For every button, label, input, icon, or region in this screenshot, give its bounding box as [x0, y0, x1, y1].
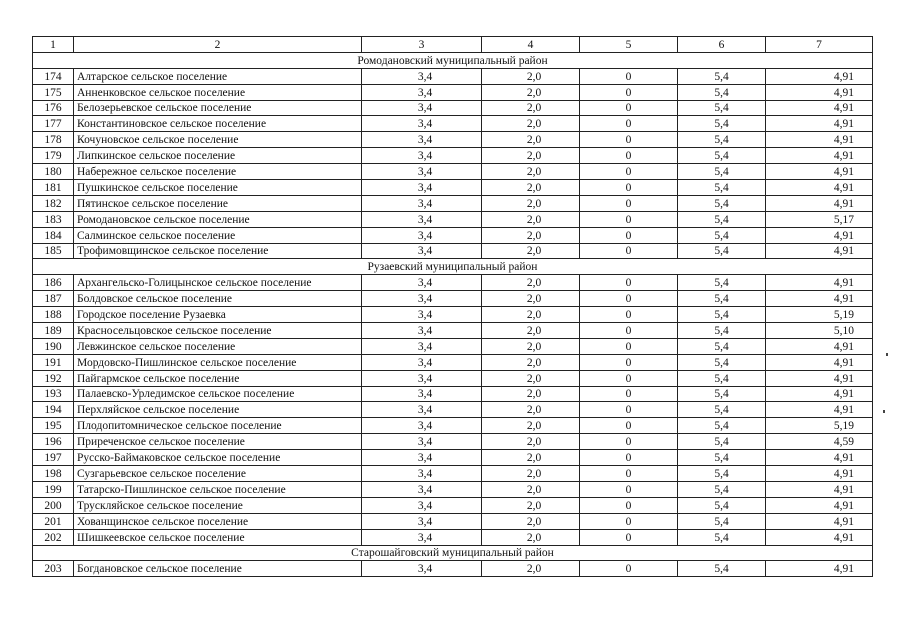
- value-col-7: 4,59: [766, 434, 873, 450]
- value-col-5: 0: [580, 466, 678, 482]
- table-row: [33, 338, 873, 354]
- settlement-name: Трускляйское сельское поселение: [74, 497, 362, 513]
- value-col-5: 0: [580, 164, 678, 180]
- value-col-7: 4,91: [766, 275, 873, 291]
- value-col-5: 0: [580, 481, 678, 497]
- value-col-7: 4,91: [766, 68, 873, 84]
- value-col-7: 4,91: [766, 338, 873, 354]
- value-col-7: 4,91: [766, 243, 873, 259]
- value-col-4: 2,0: [482, 227, 580, 243]
- table-row: [33, 211, 873, 227]
- value-col-3: 3,4: [362, 291, 482, 307]
- value-col-6: 5,4: [678, 418, 766, 434]
- settlement-name: Белозерьевское сельское поселение: [74, 100, 362, 116]
- settlement-name: Анненковское сельское поселение: [74, 84, 362, 100]
- settlement-name: Хованщинское сельское поселение: [74, 513, 362, 529]
- value-col-6: 5,4: [678, 68, 766, 84]
- value-col-7: 4,91: [766, 180, 873, 196]
- table-row: [33, 116, 873, 132]
- value-col-6: 5,4: [678, 84, 766, 100]
- settlement-name: Константиновское сельское поселение: [74, 116, 362, 132]
- settlement-name: Городское поселение Рузаевка: [74, 307, 362, 323]
- value-col-7: 4,91: [766, 100, 873, 116]
- value-col-3: 3,4: [362, 370, 482, 386]
- value-col-6: 5,4: [678, 338, 766, 354]
- value-col-6: 5,4: [678, 100, 766, 116]
- value-col-4: 2,0: [482, 513, 580, 529]
- value-col-6: 5,4: [678, 323, 766, 339]
- value-col-4: 2,0: [482, 84, 580, 100]
- value-col-4: 2,0: [482, 243, 580, 259]
- row-number: 182: [33, 195, 74, 211]
- settlement-name: Алтарское сельское поселение: [74, 68, 362, 84]
- value-col-4: 2,0: [482, 68, 580, 84]
- value-col-5: 0: [580, 402, 678, 418]
- value-col-3: 3,4: [362, 211, 482, 227]
- row-number: 196: [33, 434, 74, 450]
- value-col-5: 0: [580, 132, 678, 148]
- scan-speck: [886, 353, 888, 356]
- value-col-3: 3,4: [362, 227, 482, 243]
- value-col-5: 0: [580, 68, 678, 84]
- value-col-4: 2,0: [482, 100, 580, 116]
- row-number: 190: [33, 338, 74, 354]
- value-col-5: 0: [580, 386, 678, 402]
- value-col-3: 3,4: [362, 148, 482, 164]
- settlement-name: Русско-Баймаковское сельское поселение: [74, 450, 362, 466]
- row-number: 187: [33, 291, 74, 307]
- row-number: 189: [33, 323, 74, 339]
- table-row: [33, 561, 873, 577]
- value-col-7: 4,91: [766, 354, 873, 370]
- value-col-3: 3,4: [362, 195, 482, 211]
- value-col-6: 5,4: [678, 513, 766, 529]
- settlement-name: Ромодановское сельское поселение: [74, 211, 362, 227]
- value-col-4: 2,0: [482, 466, 580, 482]
- value-col-7: 4,91: [766, 227, 873, 243]
- value-col-3: 3,4: [362, 84, 482, 100]
- value-col-3: 3,4: [362, 100, 482, 116]
- table-row: [33, 370, 873, 386]
- settlement-name: Плодопитомническое сельское поселение: [74, 418, 362, 434]
- value-col-3: 3,4: [362, 243, 482, 259]
- row-number: 179: [33, 148, 74, 164]
- table-row: [33, 243, 873, 259]
- value-col-3: 3,4: [362, 402, 482, 418]
- settlement-name: Левжинское сельское поселение: [74, 338, 362, 354]
- table-row: [33, 100, 873, 116]
- value-col-6: 5,4: [678, 386, 766, 402]
- row-number: 195: [33, 418, 74, 434]
- value-col-6: 5,4: [678, 291, 766, 307]
- value-col-7: 5,19: [766, 307, 873, 323]
- table-row: [33, 513, 873, 529]
- value-col-5: 0: [580, 211, 678, 227]
- value-col-5: 0: [580, 513, 678, 529]
- table-row: [33, 434, 873, 450]
- value-col-5: 0: [580, 291, 678, 307]
- value-col-6: 5,4: [678, 243, 766, 259]
- table-row: [33, 68, 873, 84]
- row-number: 176: [33, 100, 74, 116]
- value-col-3: 3,4: [362, 481, 482, 497]
- value-col-5: 0: [580, 561, 678, 577]
- value-col-6: 5,4: [678, 354, 766, 370]
- row-number: 193: [33, 386, 74, 402]
- settlement-name: Кочуновское сельское поселение: [74, 132, 362, 148]
- value-col-7: 5,17: [766, 211, 873, 227]
- value-col-5: 0: [580, 450, 678, 466]
- value-col-4: 2,0: [482, 132, 580, 148]
- value-col-5: 0: [580, 227, 678, 243]
- settlement-name: Палаевско-Урледимское сельское поселение: [74, 386, 362, 402]
- value-col-3: 3,4: [362, 466, 482, 482]
- settlement-name: Богдановское сельское поселение: [74, 561, 362, 577]
- value-col-6: 5,4: [678, 307, 766, 323]
- value-col-3: 3,4: [362, 307, 482, 323]
- value-col-7: 4,91: [766, 116, 873, 132]
- district-title: Ромодановский муниципальный район: [33, 52, 873, 68]
- table-row: [33, 307, 873, 323]
- value-col-4: 2,0: [482, 307, 580, 323]
- value-col-3: 3,4: [362, 116, 482, 132]
- table-row: [33, 402, 873, 418]
- row-number: 197: [33, 450, 74, 466]
- table-row: [33, 497, 873, 513]
- row-number: 178: [33, 132, 74, 148]
- value-col-6: 5,4: [678, 497, 766, 513]
- settlement-name: Шишкеевское сельское поселение: [74, 529, 362, 545]
- value-col-4: 2,0: [482, 211, 580, 227]
- value-col-5: 0: [580, 370, 678, 386]
- value-col-4: 2,0: [482, 529, 580, 545]
- settlement-name: Перхляйское сельское поселение: [74, 402, 362, 418]
- value-col-5: 0: [580, 243, 678, 259]
- table-row: [33, 354, 873, 370]
- value-col-4: 2,0: [482, 402, 580, 418]
- value-col-5: 0: [580, 148, 678, 164]
- column-header: 6: [678, 37, 766, 53]
- table-row: [33, 323, 873, 339]
- row-number: 175: [33, 84, 74, 100]
- row-number: 192: [33, 370, 74, 386]
- row-number: 186: [33, 275, 74, 291]
- value-col-4: 2,0: [482, 180, 580, 196]
- value-col-7: 4,91: [766, 481, 873, 497]
- row-number: 184: [33, 227, 74, 243]
- value-col-7: 4,91: [766, 132, 873, 148]
- value-col-7: 4,91: [766, 513, 873, 529]
- value-col-7: 4,91: [766, 402, 873, 418]
- value-col-7: 4,91: [766, 370, 873, 386]
- value-col-7: 4,91: [766, 561, 873, 577]
- value-col-7: 4,91: [766, 450, 873, 466]
- district-title: Старошайговский муниципальный район: [33, 545, 873, 561]
- value-col-5: 0: [580, 354, 678, 370]
- table-row: [33, 164, 873, 180]
- row-number: 201: [33, 513, 74, 529]
- value-col-7: 4,91: [766, 195, 873, 211]
- table-body: [33, 37, 873, 577]
- table-row: [33, 275, 873, 291]
- value-col-3: 3,4: [362, 434, 482, 450]
- settlement-name: Татарско-Пишлинское сельское поселение: [74, 481, 362, 497]
- value-col-6: 5,4: [678, 434, 766, 450]
- value-col-6: 5,4: [678, 180, 766, 196]
- value-col-6: 5,4: [678, 164, 766, 180]
- row-number: 199: [33, 481, 74, 497]
- value-col-3: 3,4: [362, 529, 482, 545]
- value-col-6: 5,4: [678, 116, 766, 132]
- row-number: 191: [33, 354, 74, 370]
- value-col-4: 2,0: [482, 561, 580, 577]
- table-row: [33, 148, 873, 164]
- table-row: [33, 386, 873, 402]
- value-col-3: 3,4: [362, 164, 482, 180]
- table-row: [33, 529, 873, 545]
- value-col-4: 2,0: [482, 386, 580, 402]
- value-col-6: 5,4: [678, 529, 766, 545]
- value-col-6: 5,4: [678, 195, 766, 211]
- value-col-3: 3,4: [362, 497, 482, 513]
- value-col-7: 4,91: [766, 386, 873, 402]
- value-col-5: 0: [580, 84, 678, 100]
- district-header-row: [33, 259, 873, 275]
- value-col-6: 5,4: [678, 466, 766, 482]
- value-col-6: 5,4: [678, 561, 766, 577]
- value-col-6: 5,4: [678, 148, 766, 164]
- value-col-5: 0: [580, 418, 678, 434]
- value-col-3: 3,4: [362, 386, 482, 402]
- value-col-3: 3,4: [362, 68, 482, 84]
- settlement-name: Пушкинское сельское поселение: [74, 180, 362, 196]
- settlement-name: Трофимовщинское сельское поселение: [74, 243, 362, 259]
- district-header-row: [33, 52, 873, 68]
- row-number: 185: [33, 243, 74, 259]
- value-col-6: 5,4: [678, 370, 766, 386]
- table-row: [33, 195, 873, 211]
- value-col-5: 0: [580, 323, 678, 339]
- settlement-name: Болдовское сельское поселение: [74, 291, 362, 307]
- row-number: 198: [33, 466, 74, 482]
- value-col-3: 3,4: [362, 323, 482, 339]
- table-row: [33, 418, 873, 434]
- value-col-6: 5,4: [678, 132, 766, 148]
- column-header: 5: [580, 37, 678, 53]
- value-col-4: 2,0: [482, 434, 580, 450]
- value-col-3: 3,4: [362, 513, 482, 529]
- table-row: [33, 84, 873, 100]
- value-col-5: 0: [580, 338, 678, 354]
- column-header: 2: [74, 37, 362, 53]
- row-number: 181: [33, 180, 74, 196]
- table-row: [33, 291, 873, 307]
- value-col-4: 2,0: [482, 291, 580, 307]
- column-header: 4: [482, 37, 580, 53]
- value-col-7: 4,91: [766, 164, 873, 180]
- value-col-6: 5,4: [678, 211, 766, 227]
- row-number: 180: [33, 164, 74, 180]
- column-header-row: [33, 37, 873, 53]
- value-col-4: 2,0: [482, 148, 580, 164]
- value-col-5: 0: [580, 275, 678, 291]
- value-col-7: 5,19: [766, 418, 873, 434]
- row-number: 200: [33, 497, 74, 513]
- value-col-6: 5,4: [678, 481, 766, 497]
- value-col-6: 5,4: [678, 402, 766, 418]
- settlement-name: Набережное сельское поселение: [74, 164, 362, 180]
- row-number: 202: [33, 529, 74, 545]
- value-col-5: 0: [580, 529, 678, 545]
- settlement-name: Липкинское сельское поселение: [74, 148, 362, 164]
- value-col-5: 0: [580, 434, 678, 450]
- value-col-3: 3,4: [362, 450, 482, 466]
- value-col-7: 4,91: [766, 148, 873, 164]
- value-col-5: 0: [580, 100, 678, 116]
- settlement-name: Сузгарьевское сельское поселение: [74, 466, 362, 482]
- settlement-name: Мордовско-Пишлинское сельское поселение: [74, 354, 362, 370]
- column-header: 3: [362, 37, 482, 53]
- table-row: [33, 132, 873, 148]
- value-col-3: 3,4: [362, 338, 482, 354]
- value-col-6: 5,4: [678, 450, 766, 466]
- value-col-4: 2,0: [482, 116, 580, 132]
- value-col-4: 2,0: [482, 418, 580, 434]
- district-title: Рузаевский муниципальный район: [33, 259, 873, 275]
- value-col-6: 5,4: [678, 275, 766, 291]
- value-col-7: 4,91: [766, 466, 873, 482]
- value-col-3: 3,4: [362, 354, 482, 370]
- row-number: 177: [33, 116, 74, 132]
- settlement-name: Красносельцовское сельское поселение: [74, 323, 362, 339]
- value-col-5: 0: [580, 307, 678, 323]
- value-col-4: 2,0: [482, 164, 580, 180]
- value-col-3: 3,4: [362, 275, 482, 291]
- value-col-3: 3,4: [362, 132, 482, 148]
- value-col-5: 0: [580, 116, 678, 132]
- value-col-4: 2,0: [482, 338, 580, 354]
- settlement-name: Салминское сельское поселение: [74, 227, 362, 243]
- table-row: [33, 481, 873, 497]
- settlement-name: Архангельско-Голицынское сельское поселение: [74, 275, 362, 291]
- value-col-4: 2,0: [482, 323, 580, 339]
- value-col-5: 0: [580, 180, 678, 196]
- settlement-name: Пайгармское сельское поселение: [74, 370, 362, 386]
- table-row: [33, 450, 873, 466]
- table-row: [33, 227, 873, 243]
- row-number: 183: [33, 211, 74, 227]
- value-col-5: 0: [580, 497, 678, 513]
- value-col-3: 3,4: [362, 180, 482, 196]
- value-col-4: 2,0: [482, 481, 580, 497]
- value-col-7: 4,91: [766, 84, 873, 100]
- table-row: [33, 466, 873, 482]
- value-col-7: 4,91: [766, 291, 873, 307]
- value-col-6: 5,4: [678, 227, 766, 243]
- value-col-5: 0: [580, 195, 678, 211]
- value-col-7: 4,91: [766, 529, 873, 545]
- scan-speck: [883, 410, 885, 413]
- settlement-name: Приреченское сельское поселение: [74, 434, 362, 450]
- value-col-4: 2,0: [482, 195, 580, 211]
- value-col-4: 2,0: [482, 275, 580, 291]
- district-header-row: [33, 545, 873, 561]
- value-col-3: 3,4: [362, 561, 482, 577]
- value-col-7: 4,91: [766, 497, 873, 513]
- value-col-7: 5,10: [766, 323, 873, 339]
- column-header: 1: [33, 37, 74, 53]
- data-table: [32, 36, 873, 577]
- value-col-4: 2,0: [482, 450, 580, 466]
- row-number: 203: [33, 561, 74, 577]
- value-col-4: 2,0: [482, 370, 580, 386]
- row-number: 188: [33, 307, 74, 323]
- value-col-4: 2,0: [482, 497, 580, 513]
- value-col-4: 2,0: [482, 354, 580, 370]
- value-col-3: 3,4: [362, 418, 482, 434]
- table-row: [33, 180, 873, 196]
- column-header: 7: [766, 37, 873, 53]
- row-number: 194: [33, 402, 74, 418]
- settlement-name: Пятинское сельское поселение: [74, 195, 362, 211]
- row-number: 174: [33, 68, 74, 84]
